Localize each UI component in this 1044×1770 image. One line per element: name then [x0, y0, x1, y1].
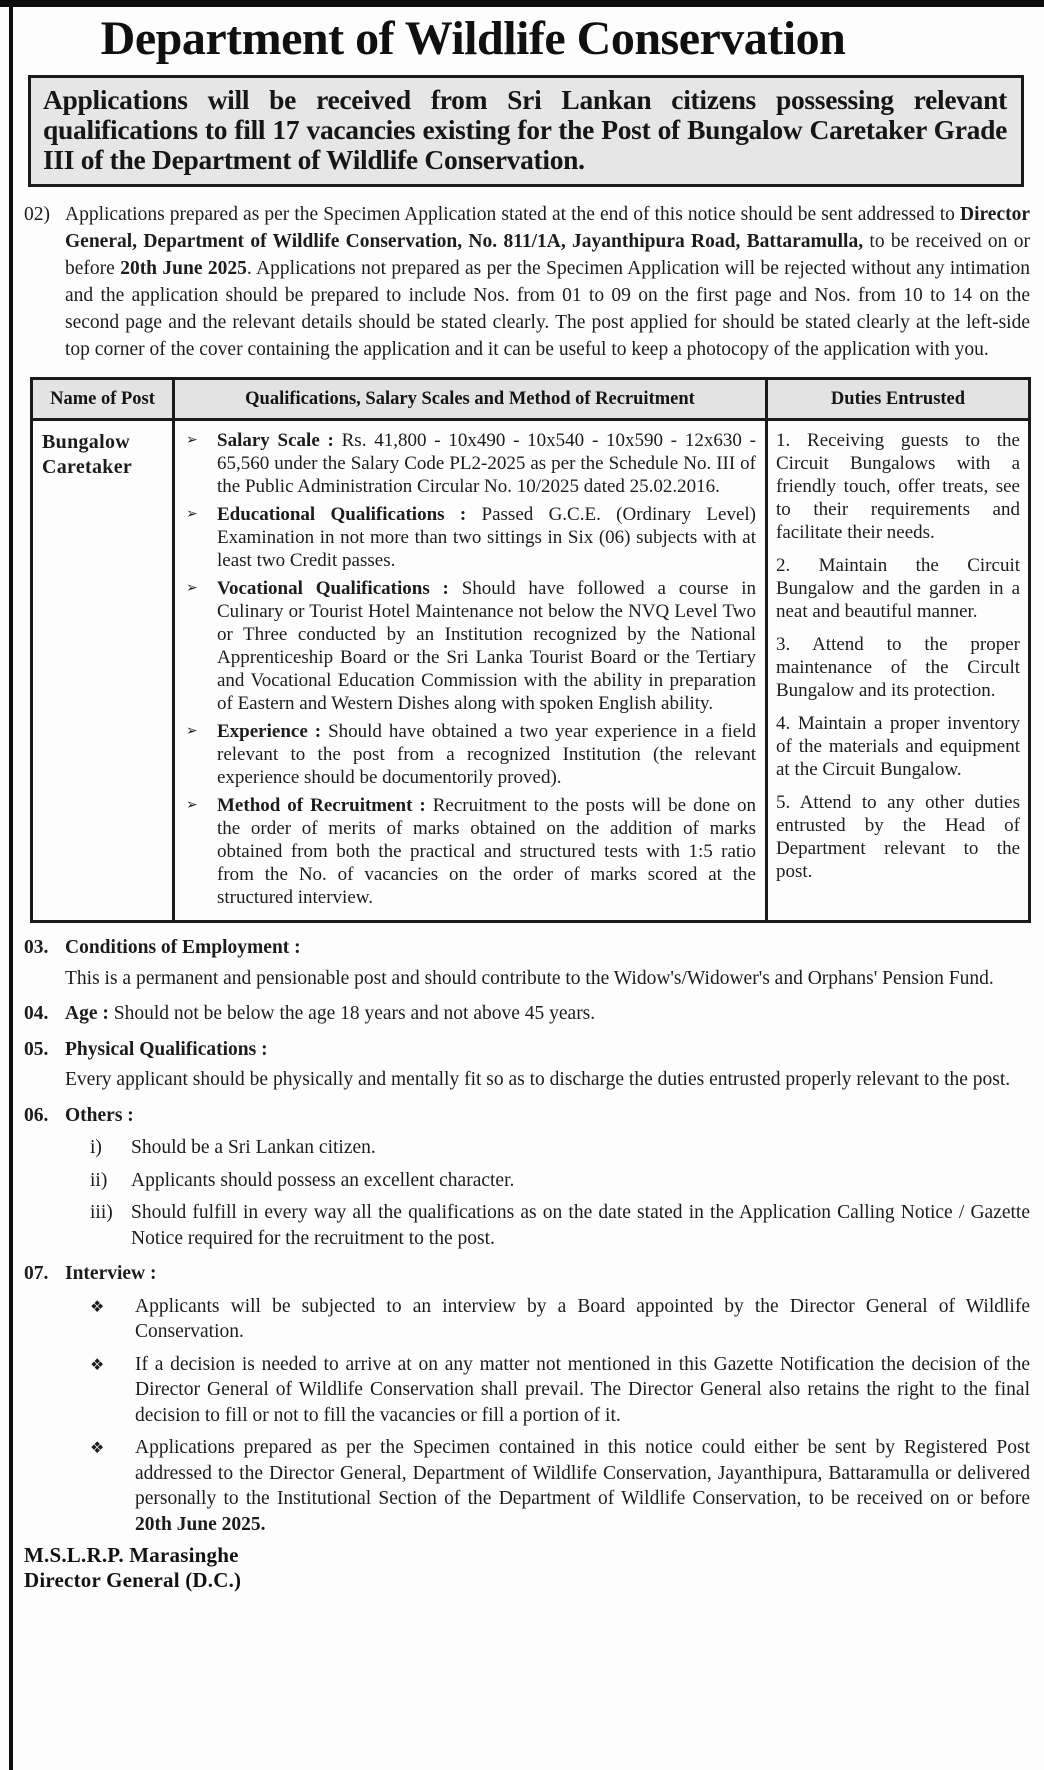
others-item-i: [90, 1135, 1030, 1161]
duty-item: 1. Receiving guests to the Circuit Bungalows with a friendly touch, offer treats, see to their requirements and facilitate their needs.: [776, 430, 1020, 543]
qualification-label: Educational Qualifications :: [217, 504, 467, 525]
intro-box: [28, 75, 1024, 187]
duty-item: 3. Attend to the proper maintenance of the Circult Bungalow and its protection.: [776, 634, 1020, 701]
left-border-rule: [9, 0, 13, 1770]
qualification-label: Experience :: [217, 721, 322, 742]
list-item-text: Should be a Sri Lankan citizen.: [131, 1137, 376, 1158]
duty-item: 2. Maintain the Circuit Bungalow and the garden in a neat and beautiful manner.: [776, 555, 1020, 622]
section-04-heading: [24, 1001, 1030, 1027]
vacancy-table: [30, 377, 1031, 923]
interview-bullet-text: Applications prepared as per the Specimen contained in this notice could either be sent by Registered Post addressed to the Director General, Department of Wildlife Conservation, Jayanthipura, Battaramulla or delivered personally to the Institutional Section of the Department of Wildlife Conservation, to be received on or before 20th June 2025.: [135, 1437, 1030, 1535]
table-header-row: [32, 379, 1030, 420]
section-number: 07.: [24, 1263, 49, 1284]
qualification-label: Vocational Qualifications :: [217, 578, 449, 599]
list-item-text: Should fulfill in every way all the qualifications as on the date stated in the Application Calling Notice / Gazette Notice required for the recruitment to the post.: [131, 1202, 1030, 1249]
qualification-item-salary: [180, 429, 756, 498]
section-06-heading: [24, 1103, 1030, 1129]
qualification-text: Passed G.C.E. (Ordinary Level) Examination in not more than two sittings in Six (06) subjects with at least two Credit passes.: [217, 504, 757, 571]
duty-item: 4. Maintain a proper inventory of the materials and equipment at the Circuit Bungalow.: [776, 713, 1020, 780]
section-number: 06.: [24, 1104, 49, 1126]
post-name-cell: Bungalow Caretaker: [32, 420, 174, 922]
section-05-body: Every applicant should be physically and mentally fit so as to discharge the duties entrusted properly relevant to the post.: [65, 1069, 1011, 1090]
page-title: Department of Wildlife Conservation: [100, 12, 846, 65]
column-header-name-of-post: Name of Post: [32, 379, 174, 420]
section-number: 05.: [24, 1038, 49, 1060]
duties-cell: [767, 420, 1030, 922]
qualification-item-experience: [180, 720, 756, 789]
section-04-inline-text: Should not be below the age 18 years and not above 45 years.: [108, 1003, 596, 1024]
qualification-text: Rs. 41,800 - 10x490 - 10x540 - 10x590 - 12x630 - 65,560 under the Salary Code PL2-2025 as per the Schedule No. III of the Public Administration Circular No. 10/2025 dated 25.02.2016.: [217, 430, 756, 497]
signatory-designation: Director General (D.C.): [24, 1568, 242, 1592]
qualifications-cell: [174, 420, 767, 922]
top-border-rule: [0, 0, 1044, 7]
section-03-heading: [24, 935, 1030, 961]
diamond-bullet-icon: ❖: [90, 1296, 105, 1316]
paragraph-02: [24, 201, 1030, 363]
paragraph-02-number: 02): [24, 204, 50, 225]
intro-text: Applications will be received from Sri Lankan citizens possessing relevant qualifications to fill 17 vacancies existing for the Post of Bungalow Caretaker Grade III of the Department of Wildlife Conservation.: [43, 84, 1007, 175]
section-title: Interview :: [65, 1263, 157, 1284]
list-marker: i): [90, 1137, 102, 1158]
section-05-heading: [24, 1037, 1030, 1063]
section-title: Others :: [65, 1104, 134, 1126]
arrow-bullet-icon: ➢: [186, 432, 198, 448]
arrow-bullet-icon: ➢: [186, 580, 198, 596]
arrow-bullet-icon: ➢: [186, 797, 198, 813]
duty-item: 5. Attend to any other duties entrusted by the Head of Department relevant to the post.: [776, 792, 1020, 882]
list-marker: ii): [90, 1169, 108, 1191]
arrow-bullet-icon: ➢: [186, 506, 198, 522]
list-item-text: Applicants should possess an excellent character.: [131, 1169, 515, 1191]
signatory-name: M.S.L.R.P. Marasinghe: [24, 1543, 239, 1567]
table-row: [32, 420, 1030, 922]
qualification-text: Should have obtained a two year experience in a field relevant to the post from a recognized Institution (the relevant experience should be documentorily proved).: [217, 721, 756, 788]
section-title: Conditions of Employment :: [65, 937, 301, 958]
diamond-bullet-icon: ❖: [90, 1354, 105, 1374]
list-marker: iii): [90, 1202, 113, 1223]
interview-bullet-3: [86, 1435, 1030, 1537]
arrow-bullet-icon: ➢: [186, 723, 198, 739]
section-title: Age :: [65, 1003, 109, 1024]
qualification-label: Method of Recruitment :: [217, 795, 426, 816]
qualification-text: Recruitment to the posts will be done on the order of merits of marks obtained on the addition of marks obtained from both the practical and structured tests with 1:5 ratio from the No. of vacancies on the order of marks scored at the structured interview.: [217, 795, 756, 908]
qualification-item-method: [180, 794, 756, 909]
interview-bullet-2: [86, 1352, 1030, 1429]
paragraph-02-text: Applications prepared as per the Specimen Application stated at the end of this notice should be sent addressed to Director General, Department of Wildlife Conservation, No. 811/1A, Jayanthipura Road, Battaramulla, to be received on or before 20th June 2025. Applications not prepared as per the Specimen Application will be rejected without any intimation and the application should be prepared to include Nos. from 01 to 09 on the first page and Nos. from 10 to 14 on the second page and the relevant details should be stated clearly. The post applied for should be stated clearly at the left-side top corner of the cover containing the application and it can be useful to keep a photocopy of the application with you.: [65, 204, 1030, 360]
section-03-body: This is a permanent and pensionable post and should contribute to the Widow's/Widower's and Orphans' Pension Fund.: [65, 967, 994, 989]
section-07-heading: [24, 1261, 1030, 1287]
column-header-duties: Duties Entrusted: [767, 379, 1030, 420]
section-number: 03.: [24, 937, 49, 958]
others-item-iii: [90, 1200, 1030, 1251]
diamond-bullet-icon: ❖: [90, 1438, 105, 1457]
qualification-text: Should have followed a course in Culinary or Tourist Hotel Maintenance not below the NVQ Level Two or Three conducted by an Institution recognized by the National Apprenticeship Board or the Sri Lanka Tourist Board or the Tertiary and Vocational Education Commission with the ability in preparation of Eastern and Western Dishes along with spoken English ability.: [217, 578, 756, 714]
column-header-qualifications: Qualifications, Salary Scales and Method of Recruitment: [174, 379, 767, 420]
interview-bullet-text: Applicants will be subjected to an interview by a Board appointed by the Director General of Wildlife Conservation.: [135, 1295, 1030, 1342]
others-item-ii: [90, 1168, 1030, 1194]
interview-bullet-text: If a decision is needed to arrive at on any matter not mentioned in this Gazette Notification the decision of the Director General of Wildlife Conservation shall prevail. The Director General also retains the right to the final decision to fill or not to fill the vacancies or fill a portion of it.: [135, 1353, 1030, 1426]
signature-block: [24, 1543, 1030, 1593]
section-title: Physical Qualifications :: [65, 1038, 268, 1060]
qualification-item-educational: [180, 503, 756, 572]
section-number: 04.: [24, 1003, 49, 1024]
notice-page: [24, 7, 1030, 1593]
notice-sections: [24, 935, 1030, 1537]
qualification-item-vocational: [180, 577, 756, 715]
qualification-label: Salary Scale :: [217, 430, 334, 451]
interview-bullet-1: [86, 1294, 1030, 1345]
